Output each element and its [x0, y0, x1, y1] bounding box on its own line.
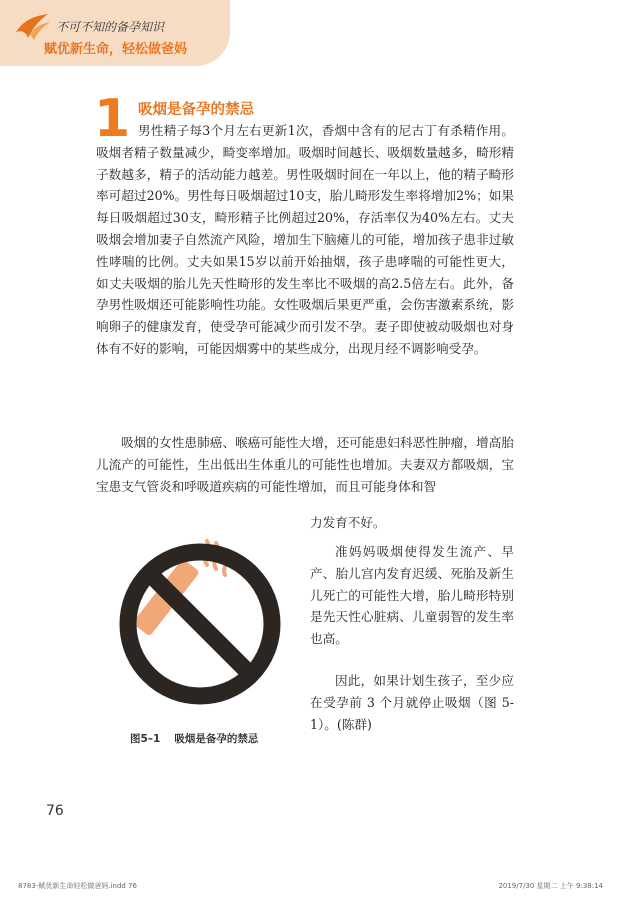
paragraph-2: 吸烟的女性患肺癌、喉癌可能性大增，还可能患妇科恶性肿瘤，增高胎儿流产的可能性，生出低出生体重儿的可能性也增加。夫妻双方都吸烟，宝宝患支气管炎和呼吸道疾病的可能性增加，而且可能身体和智 [96, 435, 514, 494]
figure-caption [130, 731, 258, 746]
no-smoking-icon [104, 527, 298, 707]
caption-label: 图5–1 [130, 733, 161, 745]
header-series-title: 不可不知的备孕知识 [56, 20, 165, 34]
section-number: 1 [94, 89, 131, 149]
paragraph-3: 准妈妈吸烟使得发生流产、早产、胎儿宫内发育迟缓、死胎及新生儿死亡的可能性大增，胎儿畸形特别是先天性心脏病、儿童弱智的发生率也高。 [310, 544, 514, 647]
print-slug-file: 8783-赋优新生命轻松做爸妈.indd 76 [18, 882, 137, 890]
section-title: 吸烟是备孕的禁忌 [138, 102, 254, 118]
chapter-header [0, 0, 230, 66]
paragraph-4: 因此，如果计划生孩子，至少应在受孕前 3 个月就停止吸烟（图 5-1）。(陈群) [310, 673, 514, 732]
header-book-title: 赋优新生命，轻松做爸妈 [44, 42, 188, 57]
caption-title: 吸烟是备孕的禁忌 [174, 733, 259, 745]
page-number: 76 [46, 803, 64, 819]
print-slug-timestamp: 2019/7/30 星期二 上午 9:38:14 [498, 882, 603, 890]
paragraph-2-continuation: 力发育不好。 [310, 515, 386, 530]
paragraph-1: 男性精子每3个月左右更新1次，香烟中含有的尼古丁有杀精作用。吸烟者精子数量减少，畸变率增加。吸烟时间越长、吸烟数量越多，畸形精子数越多，精子的活动能力越差。男性吸烟时间在一年以上，他的精子畸形率可超过20%。男性每日吸烟超过10支，胎儿畸形发生率将增加2%；如果每日吸烟超过30支，畸形精子比例超过20%，存活率仅为40%左右。丈夫吸烟会增加妻子自然流产风险，增加生下脑瘫儿的可能，增加孩子患非过敏性哮喘的比例。丈夫如果15岁以前开始抽烟，孩子患哮喘的可能性更大，如丈夫吸烟的胎儿先天性畸形的发生率比不吸烟的高2.5倍左右。此外，备孕男性吸烟还可能影响性功能。女性吸烟后果更严重，会伤害激素系统，影响卵子的健康发育，使受孕可能减少而引发不孕。妻子即使被动吸烟也对身体有不好的影响，可能因烟雾中的某些成分，出现月经不调影响受孕。 [96, 123, 514, 356]
